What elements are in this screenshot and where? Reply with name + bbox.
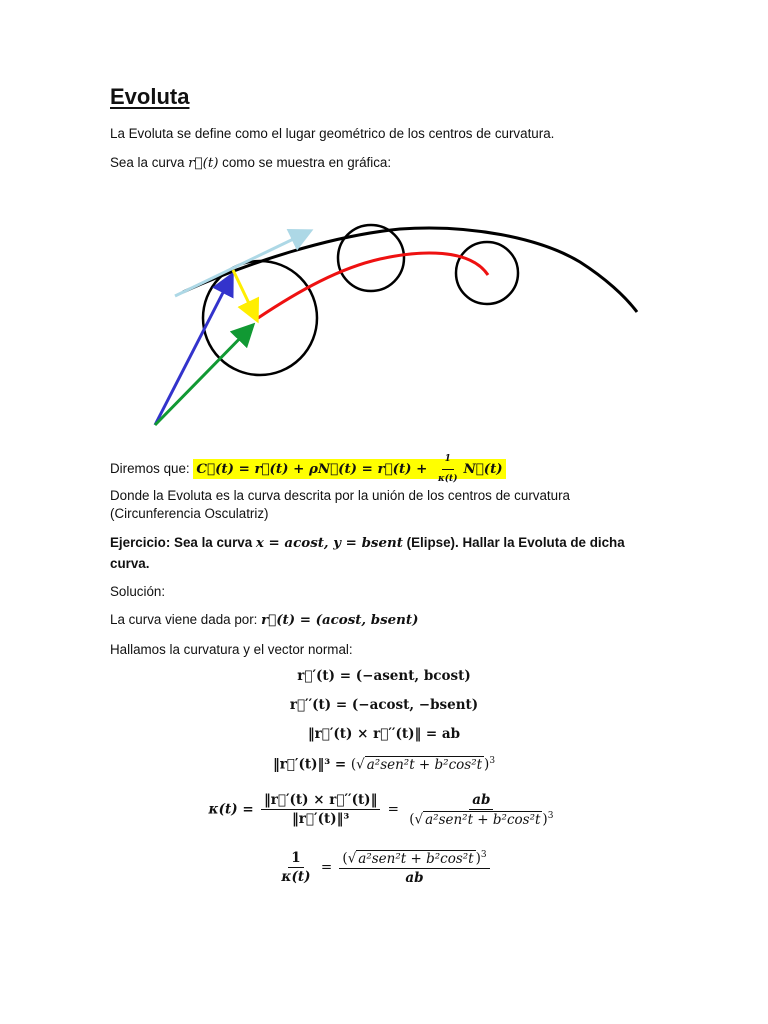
curve-intro-text: Sea la curva [110,155,189,170]
curve-r [183,228,637,312]
eq5-exponent: 3 [547,811,554,821]
exercise-text: Sea la curva [170,535,256,550]
solution-label: Solución: [110,584,166,599]
exercise-math: x = acost, y = bsent [255,535,403,551]
eq5-den2: (√ a²sen²t + b²cos²t )$^3$ [409,811,554,828]
formula-den: κ(t) [438,474,458,484]
formula-num: 1 [442,451,454,470]
eq5-num2: ab [469,792,493,810]
normal-vector [233,270,256,318]
curve-intro-math: r⃗(t) [188,156,219,171]
eq6-equals: = [320,859,333,876]
exercise-line-2: curva. [110,556,150,571]
eq4-radicand: a²sen²t + b²cos²t [366,756,483,773]
curve-given-line [110,611,418,629]
osculating-circle-middle [338,225,404,291]
eq6-den2: ab [405,869,424,886]
evolute-formula [193,454,505,484]
page-title: Evoluta [110,84,190,109]
eq6-exponent: 3 [480,850,487,860]
diremos-label: Diremos que: [110,461,190,476]
curve-given-text: La curva viene dada por: [110,612,262,627]
eq-second-derivative: r⃗′′(t) = (−acost, −bsent) [289,697,479,713]
eq6-radicand: a²sen²t + b²cos²t [358,850,474,867]
eq4-paren: (√ a²sen²t + b²cos²t ) [350,756,490,773]
exercise-label: Ejercicio: [110,535,171,550]
eq5-equals: = [387,801,399,818]
formula-main: C⃗(t) = r⃗(t) + ρN⃗(t) = r⃗(t) + [196,461,433,477]
exercise-text-end: (Elipse). Hallar la Evoluta de dicha [402,535,625,550]
diremos-line [110,451,506,488]
eq-cross-norm: ‖r⃗′(t) × r⃗′′(t)‖ = ab [307,726,461,742]
eq6-num: 1 [288,850,303,868]
position-vector [155,277,231,425]
evolute-explanation: Donde la Evoluta es la curva descrita por la unión de los centros de curvatura [110,488,571,503]
formula-end: N⃗(t) [463,461,503,477]
eq6-num2: (√ a²sen²t + b²cos²t )$^3$ [339,850,489,869]
eq-norm-cubed [0,756,768,773]
eq5-den: ‖r⃗′(t)‖³ [292,811,350,828]
center-vector [155,327,251,425]
eq4-exponent: 3 [489,756,496,766]
eq5-radicand: a²sen²t + b²cos²t [425,811,541,828]
eq-inverse-kappa [0,850,768,886]
evolute-curve [258,253,488,318]
curve-intro-paragraph [110,154,391,172]
exercise-line [110,534,625,552]
curve-given-math: r⃗(t) = (acost, bsent) [261,612,419,628]
curve-intro-text-end: como se muestra en gráfica: [218,155,392,170]
curvature-intro: Hallamos la curvatura y el vector normal: [110,642,353,657]
eq-first-derivative: r⃗′(t) = (−asent, bcost) [297,668,471,684]
eq-kappa [0,792,768,828]
eq5-num: ‖r⃗′(t) × r⃗′′(t)‖ [261,792,380,810]
evolute-diagram [0,190,768,450]
eq4-left: ‖r⃗′(t)‖³ = [272,756,351,773]
eq6-den: κ(t) [281,869,311,886]
definition-paragraph: La Evoluta se define como el lugar geométrico de los centros de curvatura. [110,126,555,141]
eq5-left: κ(t) = [208,801,254,818]
evolute-explanation-2: (Circunferencia Osculatriz) [110,506,269,521]
